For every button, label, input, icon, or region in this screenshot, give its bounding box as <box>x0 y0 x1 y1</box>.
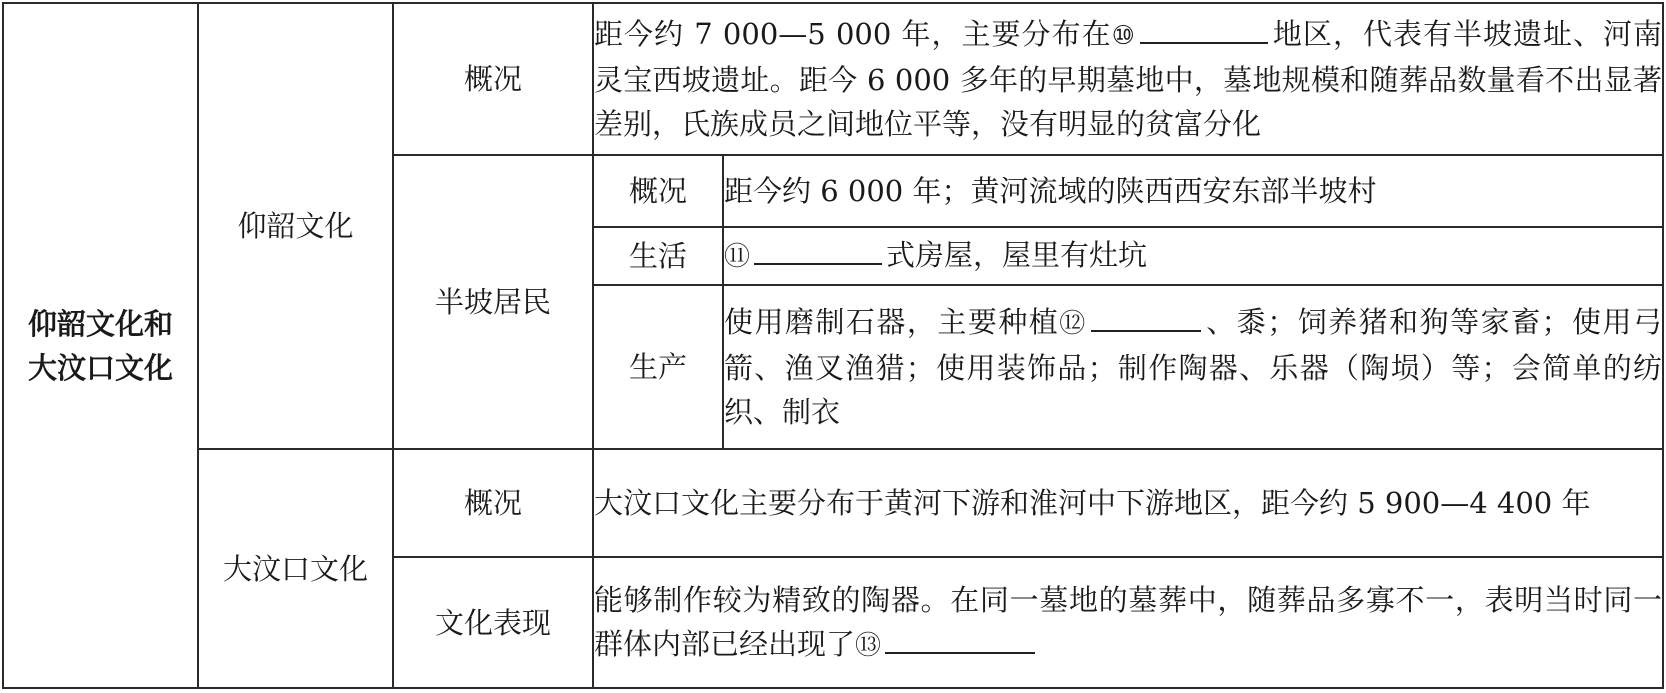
banpo-life-text: ⑪ 式房屋，屋里有灶坑 <box>723 227 1663 285</box>
banpo-overview-text: 距今约 6 000 年；黄河流域的陕西西安东部半坡村 <box>723 155 1663 227</box>
fill-blank[interactable] <box>885 650 1035 654</box>
main-topic-cell: 仰韶文化和 大汶口文化 <box>3 3 198 688</box>
fill-blank[interactable] <box>1140 40 1268 44</box>
banpo-life-label: 生活 <box>593 227 723 285</box>
yangshao-overview-text: 距今约 7 000—5 000 年，主要分布在⑩ 地区，代表有半坡遗址、河南灵宝西坡遗址。距今 6 000 多年的早期墓地中，墓地规模和随葬品数量看不出显著差别，氏族成员之间地位平等，没有明显的贫富分化 <box>593 3 1663 155</box>
banpo-overview-label: 概况 <box>593 155 723 227</box>
fill-blank[interactable] <box>754 261 882 265</box>
blank-number: ⑪ <box>724 242 751 272</box>
banpo-label: 半坡居民 <box>393 155 593 449</box>
dawenkou-culture-label: 文化表现 <box>393 557 593 688</box>
dawenkou-label: 大汶口文化 <box>198 449 393 688</box>
banpo-production-label: 生产 <box>593 285 723 449</box>
history-table <box>2 2 1664 689</box>
dawenkou-overview-label: 概况 <box>393 449 593 557</box>
dawenkou-culture-text: 能够制作较为精致的陶器。在同一墓地的墓葬中，随葬品多寡不一，表明当时同一群体内部已经出现了⑬ <box>593 557 1663 688</box>
blank-number: ⑫ <box>1059 309 1087 339</box>
yangshao-overview-label: 概况 <box>393 3 593 155</box>
yangshao-label: 仰韶文化 <box>198 3 393 449</box>
banpo-production-text: 使用磨制石器，主要种植⑫ 、黍；饲养猪和狗等家畜；使用弓箭、渔叉渔猎；使用装饰品；制作陶器、乐器（陶埙）等；会简单的纺织、制衣 <box>723 285 1663 449</box>
blank-number: ⑬ <box>855 630 882 661</box>
dawenkou-overview-text: 大汶口文化主要分布于黄河下游和淮河中下游地区，距今约 5 900—4 400 年 <box>593 449 1663 557</box>
blank-number: ⑩ <box>1111 21 1136 51</box>
fill-blank[interactable] <box>1091 328 1201 332</box>
